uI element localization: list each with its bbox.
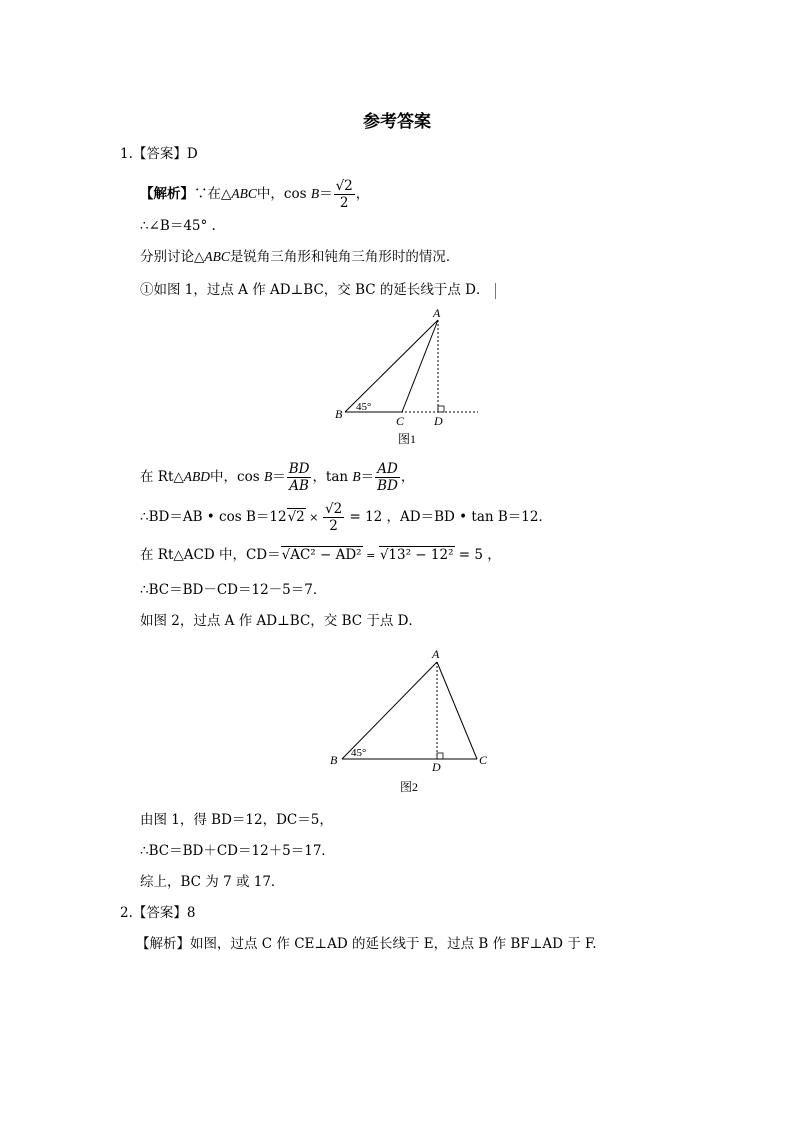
text: B <box>263 469 273 484</box>
fraction-numerator: √2 <box>335 178 353 194</box>
text: = 5 ， <box>454 547 501 563</box>
text: ＝ <box>272 469 286 485</box>
fraction-numerator: AD <box>375 461 400 478</box>
text: ＝ <box>360 469 375 485</box>
text: ①如图 1，过点 A 作 AD⊥BC，交 BC 的延长线于点 D． <box>140 282 490 298</box>
fraction <box>375 461 400 494</box>
text: ABC <box>231 186 257 201</box>
q1-line12: 综上，BC 为 7 或 17． <box>140 874 285 890</box>
fraction <box>334 178 355 211</box>
q1-line6 <box>140 501 552 534</box>
q1-line5 <box>140 461 414 494</box>
segment-ac <box>437 662 477 759</box>
label-a: A <box>433 306 441 320</box>
angle-label: 45° <box>356 401 372 413</box>
figure-2 <box>325 642 495 797</box>
text: ，tan <box>312 469 353 485</box>
q1-line8: ∴BC＝BD－CD＝12－5＝7． <box>140 582 327 598</box>
figure-1 <box>330 302 490 450</box>
fraction-denominator: 2 <box>339 195 349 211</box>
fraction <box>323 501 344 534</box>
text: ABD <box>183 469 211 484</box>
label-c: C <box>396 414 405 428</box>
figure-caption: 图1 <box>398 432 417 446</box>
sqrt-expr: √13² − 12² <box>379 547 454 563</box>
text: 分别讨论△ <box>140 249 205 265</box>
fraction-numerator: BD <box>288 461 310 477</box>
label-b: B <box>330 753 338 767</box>
text: ∵在△ <box>194 186 232 202</box>
text: 在 Rt△ACD 中，CD＝ <box>140 547 281 563</box>
text: ， <box>355 186 370 202</box>
segment-ab <box>345 320 438 412</box>
fraction-denominator: BD <box>377 478 398 494</box>
fraction-numerator: √2 <box>324 501 343 517</box>
text: 在 Rt△ <box>140 469 184 485</box>
q1-answer: 1.【答案】D <box>120 146 198 162</box>
segment-ab <box>342 662 437 759</box>
sqrt-expr: √AC² − AD² <box>281 547 362 563</box>
text: 是锐角三角形和钝角三角形时的情况． <box>229 249 460 265</box>
text: ABC <box>204 249 230 264</box>
text-cursor <box>495 283 496 299</box>
text: B <box>352 469 361 484</box>
page-title: 参考答案 <box>363 112 431 132</box>
text: 中，cos <box>210 469 264 485</box>
q1-line2: ∴∠B＝45° . <box>140 218 216 234</box>
q2-answer: 2.【答案】8 <box>120 905 196 921</box>
label-c: C <box>479 753 488 767</box>
q1-line10: 由图 1，得 BD＝12，DC＝5， <box>140 812 333 828</box>
q1-line9: 如图 2，过点 A 作 AD⊥BC，交 BC 于点 D． <box>140 613 422 629</box>
text: ∴BD＝AB • cos B＝12 <box>140 509 287 525</box>
label-a: A <box>432 647 440 661</box>
text: × <box>305 511 322 524</box>
fraction-denominator: 2 <box>329 518 338 534</box>
angle-label: 45° <box>351 747 367 759</box>
segment-ac <box>402 320 438 412</box>
figure-caption: 图2 <box>400 780 419 794</box>
right-angle-mark <box>437 753 443 759</box>
q1-line11: ∴BC＝BD＋CD＝12＋5＝17． <box>140 843 335 859</box>
label-d: D <box>434 414 443 428</box>
text: B <box>310 186 320 201</box>
text: = <box>362 549 379 562</box>
q2-line1: 【解析】如图，过点 C 作 CE⊥AD 的延长线于 E，过点 B 作 BF⊥AD 于 F. <box>136 936 597 952</box>
text: = 12 ，AD＝BD • tan B＝12． <box>345 509 552 525</box>
fraction-denominator: AB <box>289 478 309 494</box>
q1-line7 <box>140 546 501 565</box>
jiexi-tag: 【解析】 <box>140 186 194 202</box>
text: ， <box>400 469 415 485</box>
label-b: B <box>335 407 343 421</box>
text: ＝ <box>319 186 333 202</box>
text: 中，cos <box>256 186 311 202</box>
sqrt-expr: √2 <box>287 509 305 525</box>
right-angle-mark <box>438 406 444 412</box>
q1-line3 <box>140 248 459 266</box>
label-d: D <box>432 760 441 774</box>
q1-jiexi-line1 <box>140 178 369 211</box>
q1-line4 <box>140 281 496 299</box>
fraction <box>287 461 312 494</box>
